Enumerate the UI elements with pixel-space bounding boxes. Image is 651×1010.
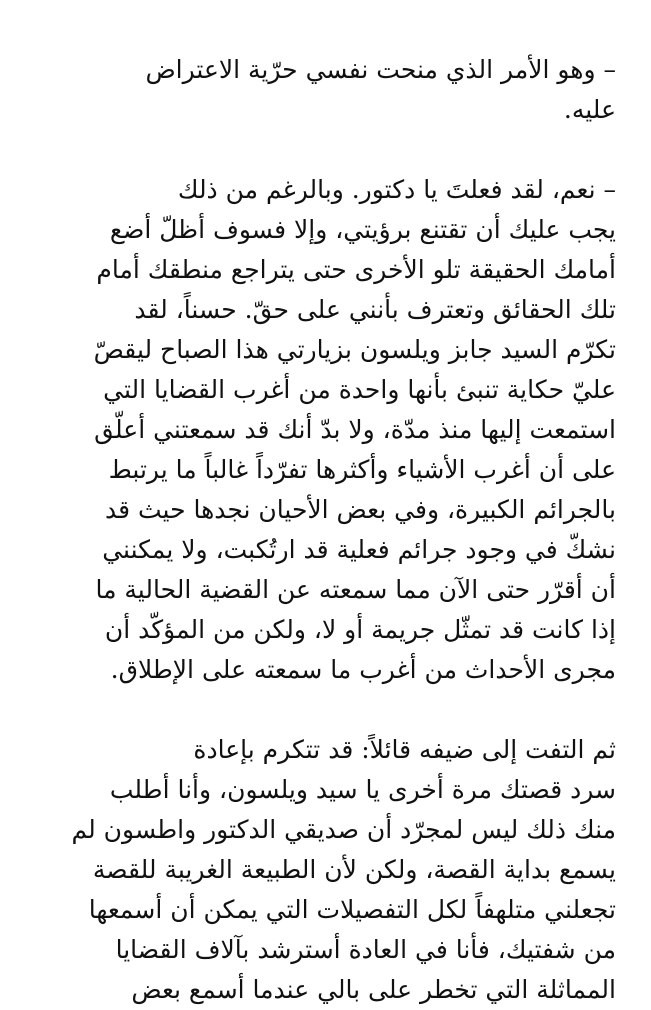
text-line: إذا كانت قد تمثّل جريمة أو لا، ولكن من المؤكّد أن [104, 615, 616, 644]
paragraph-gap [40, 130, 616, 170]
paragraph-2 [40, 170, 616, 690]
paragraph-3 [40, 730, 616, 1010]
text-line: استمعت إليها منذ مدّة، ولا بدّ أنك قد سمعتني أعلّق [94, 415, 616, 444]
paragraph-gap [40, 690, 616, 730]
text-line: عليّ حكاية تنبئ بأنها واحدة من أغرب القضايا التي [103, 375, 616, 404]
text-line: تلك الحقائق وتعترف بأنني على حقّ. حسناً، لقد [134, 295, 616, 324]
text-line: بالجرائم الكبيرة، وفي بعض الأحيان نجدها حيث قد [104, 495, 616, 524]
text-line: تكرّم السيد جابز ويلسون بزيارتي هذا الصباح ليقصّ [93, 335, 616, 364]
text-line: نشكّ في وجود جرائم فعلية قد ارتُكبت، ولا يمكنني [102, 535, 616, 564]
text-line: يسمع بداية القصة، ولكن لأن الطبيعة الغريبة للقصة [92, 855, 616, 884]
text-line: من شفتيك، فأنا في العادة أسترشد بآلاف القضايا [115, 935, 616, 964]
text-line: ثم التفت إلى ضيفه قائلاً: قد تتكرم بإعادة [193, 735, 616, 764]
text-line: منك ذلك ليس لمجرّد أن صديقي الدكتور واطسون لم [71, 815, 616, 844]
paragraph-1 [40, 50, 616, 130]
text-line: عليه. [563, 95, 616, 124]
text-line: أمامك الحقيقة تلو الأخرى حتى يتراجع منطقك أمام [96, 255, 616, 284]
text-line: المماثلة التي تخطر على بالي عندما أسمع بعض [131, 975, 616, 1004]
text-line: على أن أغرب الأشياء وأكثرها تفرّداً غالباً ما يرتبط [108, 455, 616, 484]
text-line: – نعم، لقد فعلتَ يا دكتور. وبالرغم من ذلك [177, 175, 616, 204]
text-line: يجب عليك أن تقتنع برؤيتي، وإلا فسوف أظلّ أضع [109, 215, 616, 244]
document-page [40, 50, 616, 1010]
text-line: سرد قصتك مرة أخرى يا سيد ويلسون، وأنا أطلب [109, 775, 616, 804]
text-line: مجرى الأحداث من أغرب ما سمعته على الإطلاق. [110, 655, 616, 684]
text-line: أن أقرّر حتى الآن مما سمعته عن القضية الحالية ما [95, 575, 616, 604]
text-line: – وهو الأمر الذي منحت نفسي حرّية الاعتراض [145, 55, 616, 84]
text-line: تجعلني متلهفاً لكل التفصيلات التي يمكن أن أسمعها [88, 895, 616, 924]
